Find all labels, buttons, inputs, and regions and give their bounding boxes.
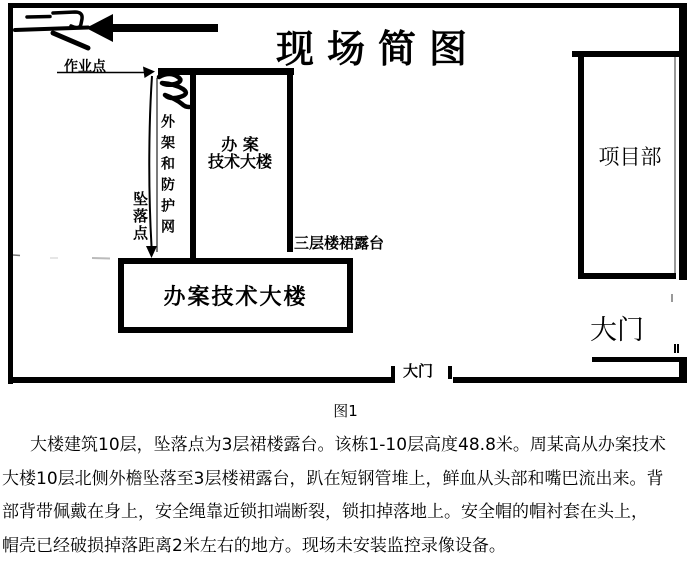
thick-left-arrow-icon: [86, 14, 218, 42]
description-line-4: 帽壳已经破损掉落距离2米左右的地方。现场未安装监控录像设备。: [2, 536, 506, 556]
diagram-title: 现场简图: [276, 27, 481, 71]
scaffold-net-label: 外架和防护网: [159, 114, 175, 240]
tower-building-label-line1: 办 案: [221, 135, 259, 154]
gate-bottom-label: 大门: [403, 362, 434, 380]
podium-building-label: 办案技术大楼: [163, 285, 308, 310]
description-line-3: 部背带佩戴在身上，安全绳靠近锁扣端断裂，锁扣掉落地上。安全帽的帽衬套在头上，: [2, 502, 648, 522]
description-line-2: 大楼10层北侧外檐坠落至3层楼裙露台，趴在短钢管堆上，鲜血从头部和嘴巴流出来。背: [2, 469, 664, 489]
gate-right-label: 大门: [590, 315, 644, 346]
figure-caption: 图1: [333, 402, 358, 420]
work-point-label: 作业点: [64, 59, 106, 75]
fall-point-label: 坠落点: [131, 191, 149, 242]
stray-mark-3: [92, 258, 110, 259]
tower-building-label-line2: 技术大楼: [207, 152, 272, 171]
stray-mark-1: [13, 255, 20, 256]
description-line-1: 大楼建筑10层，坠落点为3层裙楼露台。该栋1-10层高度48.8米。周某高从办案技术: [30, 435, 666, 455]
north-arrow-icon: [15, 12, 88, 48]
terrace-annotation-label: 三层楼裙露台: [294, 234, 385, 252]
work-point-scribble-icon: [159, 74, 189, 107]
project-dept-label: 项目部: [598, 145, 662, 169]
